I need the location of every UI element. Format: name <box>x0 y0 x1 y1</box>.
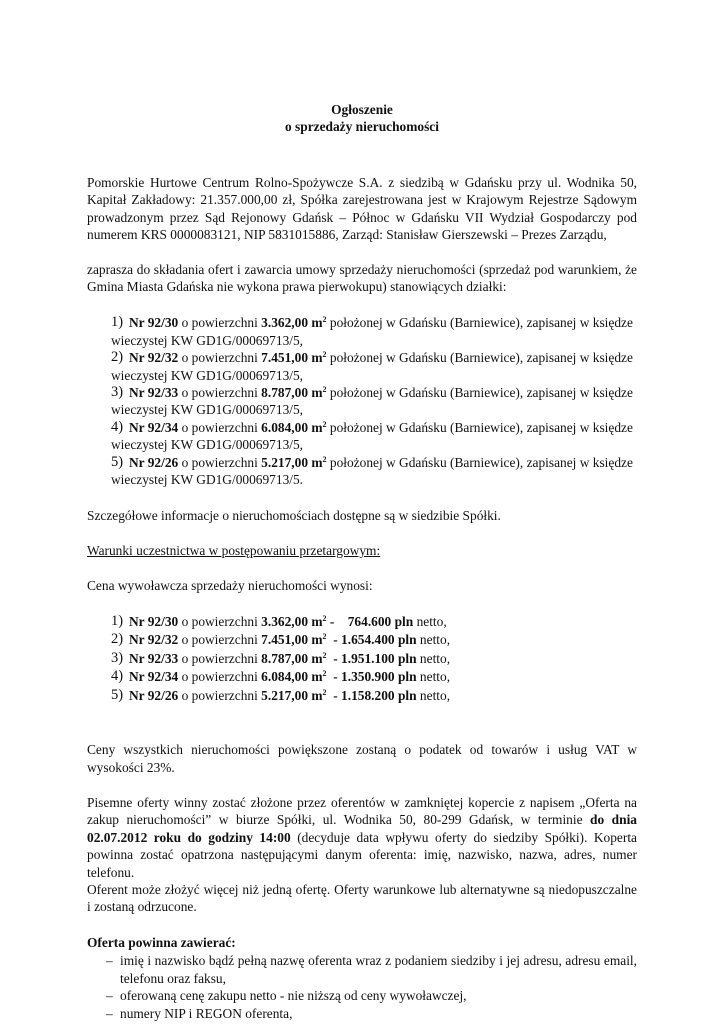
price-value: 1.158.200 pln <box>341 687 417 703</box>
price-lot-id: Nr 92/30 <box>129 613 179 629</box>
contents-item-text: oferowaną cenę zakupu netto - nie niższą od ceny wywoławczej, <box>120 988 467 1004</box>
contents-item <box>87 987 637 1004</box>
invitation-paragraph: zaprasza do składania ofert i zawarcia umowy sprzedaży nieruchomości (sprzedaż pod warunkiem, że Gmina Miasta Gdańska nie wykona prawa pierwokupu) stanowiących działki: <box>87 261 637 295</box>
price-area: 5.217,00 m <box>261 687 323 703</box>
lot-area: 6.084,00 m <box>261 419 323 435</box>
lot-item <box>87 384 637 419</box>
lot-number: 2) <box>111 349 124 366</box>
lot-number: 5) <box>111 453 124 470</box>
price-number: 3) <box>111 649 124 666</box>
contents-item-text: numery NIP i REGON oferenta, <box>120 1005 293 1021</box>
offers-text-2: (decyduje data wpływu oferty do siedziby Spółki). Koperta powinna zostać opatrzona następującymi danym oferenta: imię, nazwisko, nazwa, adres, numer telefonu. <box>87 829 637 880</box>
lot-area: 5.217,00 m <box>261 454 323 470</box>
price-area: 8.787,00 m <box>261 650 323 666</box>
lot-area-prefix: o powierzchni <box>178 350 262 366</box>
price-lot-id: Nr 92/34 <box>129 669 179 685</box>
offers-text-1: Pisemne oferty winny zostać złożone przez oferentów w zamkniętej kopercie z napisem „Oferta na zakup nieruchomości” w biurze Spółki, ul. Wodnika 50, 80-299 Gdańsk, w terminie <box>87 795 637 828</box>
price-number: 2) <box>111 631 124 648</box>
price-area: 3.362,00 m <box>261 613 323 629</box>
conditions-heading: Warunki uczestnictwa w postępowaniu przetargowym: <box>87 542 381 558</box>
document-title <box>87 101 637 135</box>
offers-paragraph <box>87 794 637 881</box>
lot-register: wieczystej KW GD1G/00069713/5, <box>111 402 304 418</box>
price-separator: - <box>326 613 348 629</box>
price-lot-id: Nr 92/32 <box>129 632 179 648</box>
lot-location: położonej w Gdańsku (Barniewice), zapisanej w księdze <box>326 350 633 366</box>
price-area-sup: 2 <box>322 613 327 623</box>
dash-bullet: – <box>106 988 113 1004</box>
contents-item <box>87 952 637 987</box>
contents-list <box>87 952 637 1022</box>
title-line-1: Ogłoszenie <box>331 102 393 117</box>
lot-area-prefix: o powierzchni <box>178 385 262 401</box>
price-suffix: netto, <box>416 687 451 703</box>
price-item <box>87 613 637 632</box>
document-page <box>87 0 637 1022</box>
price-separator: - <box>326 650 342 666</box>
price-area: 7.451,00 m <box>261 632 323 648</box>
lot-register: wieczystej KW GD1G/00069713/5, <box>111 367 304 383</box>
lot-number: 4) <box>111 418 124 435</box>
contents-item-text: imię i nazwisko bądź pełną nazwę oferenta wraz z podaniem siedziby i jej adresu, adresu email, telefonu oraz faksu, <box>120 953 637 986</box>
lot-item <box>87 454 637 489</box>
contents-heading-text: Oferta powinna zawierać: <box>87 934 236 950</box>
contents-heading <box>87 934 637 951</box>
lot-number: 3) <box>111 384 124 401</box>
price-number: 5) <box>111 686 124 703</box>
lot-item <box>87 419 637 454</box>
lot-area-sup: 2 <box>322 385 327 395</box>
price-area-prefix: o powierzchni <box>178 613 262 629</box>
price-area-sup: 2 <box>322 687 327 697</box>
price-suffix: netto, <box>413 613 447 629</box>
price-separator: - <box>326 669 342 685</box>
offers-deadline: do dnia 02.07.2012 roku do godziny 14:00 <box>87 812 637 845</box>
price-separator: - <box>326 632 342 648</box>
lot-area-sup: 2 <box>322 350 327 360</box>
lot-area: 8.787,00 m <box>261 385 323 401</box>
price-lot-id: Nr 92/26 <box>129 687 179 703</box>
price-item <box>87 687 637 706</box>
lot-number: 1) <box>111 314 124 331</box>
lot-item <box>87 349 637 384</box>
lot-id: Nr 92/34 <box>129 419 179 435</box>
lot-register: wieczystej KW GD1G/00069713/5, <box>111 437 304 453</box>
multiple-offers-paragraph: Oferent może złożyć więcej niż jedną ofertę. Oferty warunkowe lub alternatywne są niedopuszczalne i zostaną odrzucone. <box>87 882 637 915</box>
lot-register: wieczystej KW GD1G/00069713/5. <box>111 472 304 488</box>
intro-paragraph: Pomorskie Hurtowe Centrum Rolno-Spożywcze S.A. z siedzibą w Gdańsku przy ul. Wodnika 50, Kapitał Zakładowy: 21.357.000,00 zł, Spółka zarejestrowana jest w Krajowym Rejestrze Sądowym prowadzonym przez Sąd Rejonowy Gdańsk – Północ w Gdańsku VII Wydział Gospodarczy pod numerem KRS 0000083121, NIP 5831015886, Zarząd: Stanisław Gierszewski – Prezes Zarządu, <box>87 175 637 243</box>
lot-area-sup: 2 <box>322 454 327 464</box>
lot-id: Nr 92/32 <box>129 350 179 366</box>
title-line-2: o sprzedaży nieruchomości <box>285 119 439 134</box>
price-separator: - <box>326 687 342 703</box>
price-area-prefix: o powierzchni <box>178 669 262 685</box>
price-number: 1) <box>111 612 124 629</box>
price-area-prefix: o powierzchni <box>178 650 262 666</box>
lot-area-sup: 2 <box>322 315 327 325</box>
lot-id: Nr 92/33 <box>129 385 179 401</box>
price-item <box>87 631 637 650</box>
lot-register: wieczystej KW GD1G/00069713/5, <box>111 332 304 348</box>
price-area-sup: 2 <box>322 650 327 660</box>
price-lot-id: Nr 92/33 <box>129 650 179 666</box>
price-value: 764.600 pln <box>347 613 414 629</box>
lot-area-sup: 2 <box>322 419 327 429</box>
lot-area-prefix: o powierzchni <box>178 419 262 435</box>
price-intro: Cena wywoławcza sprzedaży nieruchomości wynosi: <box>87 578 373 594</box>
price-area-prefix: o powierzchni <box>178 632 262 648</box>
lot-location: położonej w Gdańsku (Barniewice), zapisanej w księdze <box>326 385 633 401</box>
vat-paragraph: Ceny wszystkich nieruchomości powiększone zostaną o podatek od towarów i usług VAT w wysokości 23%. <box>87 742 637 775</box>
lot-item <box>87 314 637 349</box>
price-suffix: netto, <box>416 669 451 685</box>
price-item <box>87 650 637 669</box>
price-area-sup: 2 <box>322 632 327 642</box>
price-item <box>87 668 637 687</box>
lot-location: położonej w Gdańsku (Barniewice), zapisanej w księdze <box>326 419 633 435</box>
price-area: 6.084,00 m <box>261 669 323 685</box>
prices-list <box>87 613 637 706</box>
lot-area: 7.451,00 m <box>261 350 323 366</box>
lot-id: Nr 92/30 <box>129 315 179 331</box>
price-value: 1.951.100 pln <box>341 650 417 666</box>
lot-location: położonej w Gdańsku (Barniewice), zapisanej w księdze <box>326 315 633 331</box>
contents-item <box>87 1005 637 1022</box>
lot-area-prefix: o powierzchni <box>178 454 262 470</box>
details-paragraph: Szczegółowe informacje o nieruchomościach dostępne są w siedzibie Spółki. <box>87 507 501 523</box>
dash-bullet: – <box>106 1005 113 1021</box>
price-area-sup: 2 <box>322 669 327 679</box>
price-suffix: netto, <box>416 650 451 666</box>
price-value: 1.654.400 pln <box>341 632 417 648</box>
lot-id: Nr 92/26 <box>129 454 179 470</box>
price-area-prefix: o powierzchni <box>178 687 262 703</box>
price-suffix: netto, <box>416 632 451 648</box>
dash-bullet: – <box>106 953 113 969</box>
lots-list <box>87 314 637 488</box>
lot-location: położonej w Gdańsku (Barniewice), zapisanej w księdze <box>326 454 633 470</box>
price-value: 1.350.900 pln <box>341 669 417 685</box>
lot-area: 3.362,00 m <box>261 315 323 331</box>
price-number: 4) <box>111 668 124 685</box>
lot-area-prefix: o powierzchni <box>178 315 262 331</box>
